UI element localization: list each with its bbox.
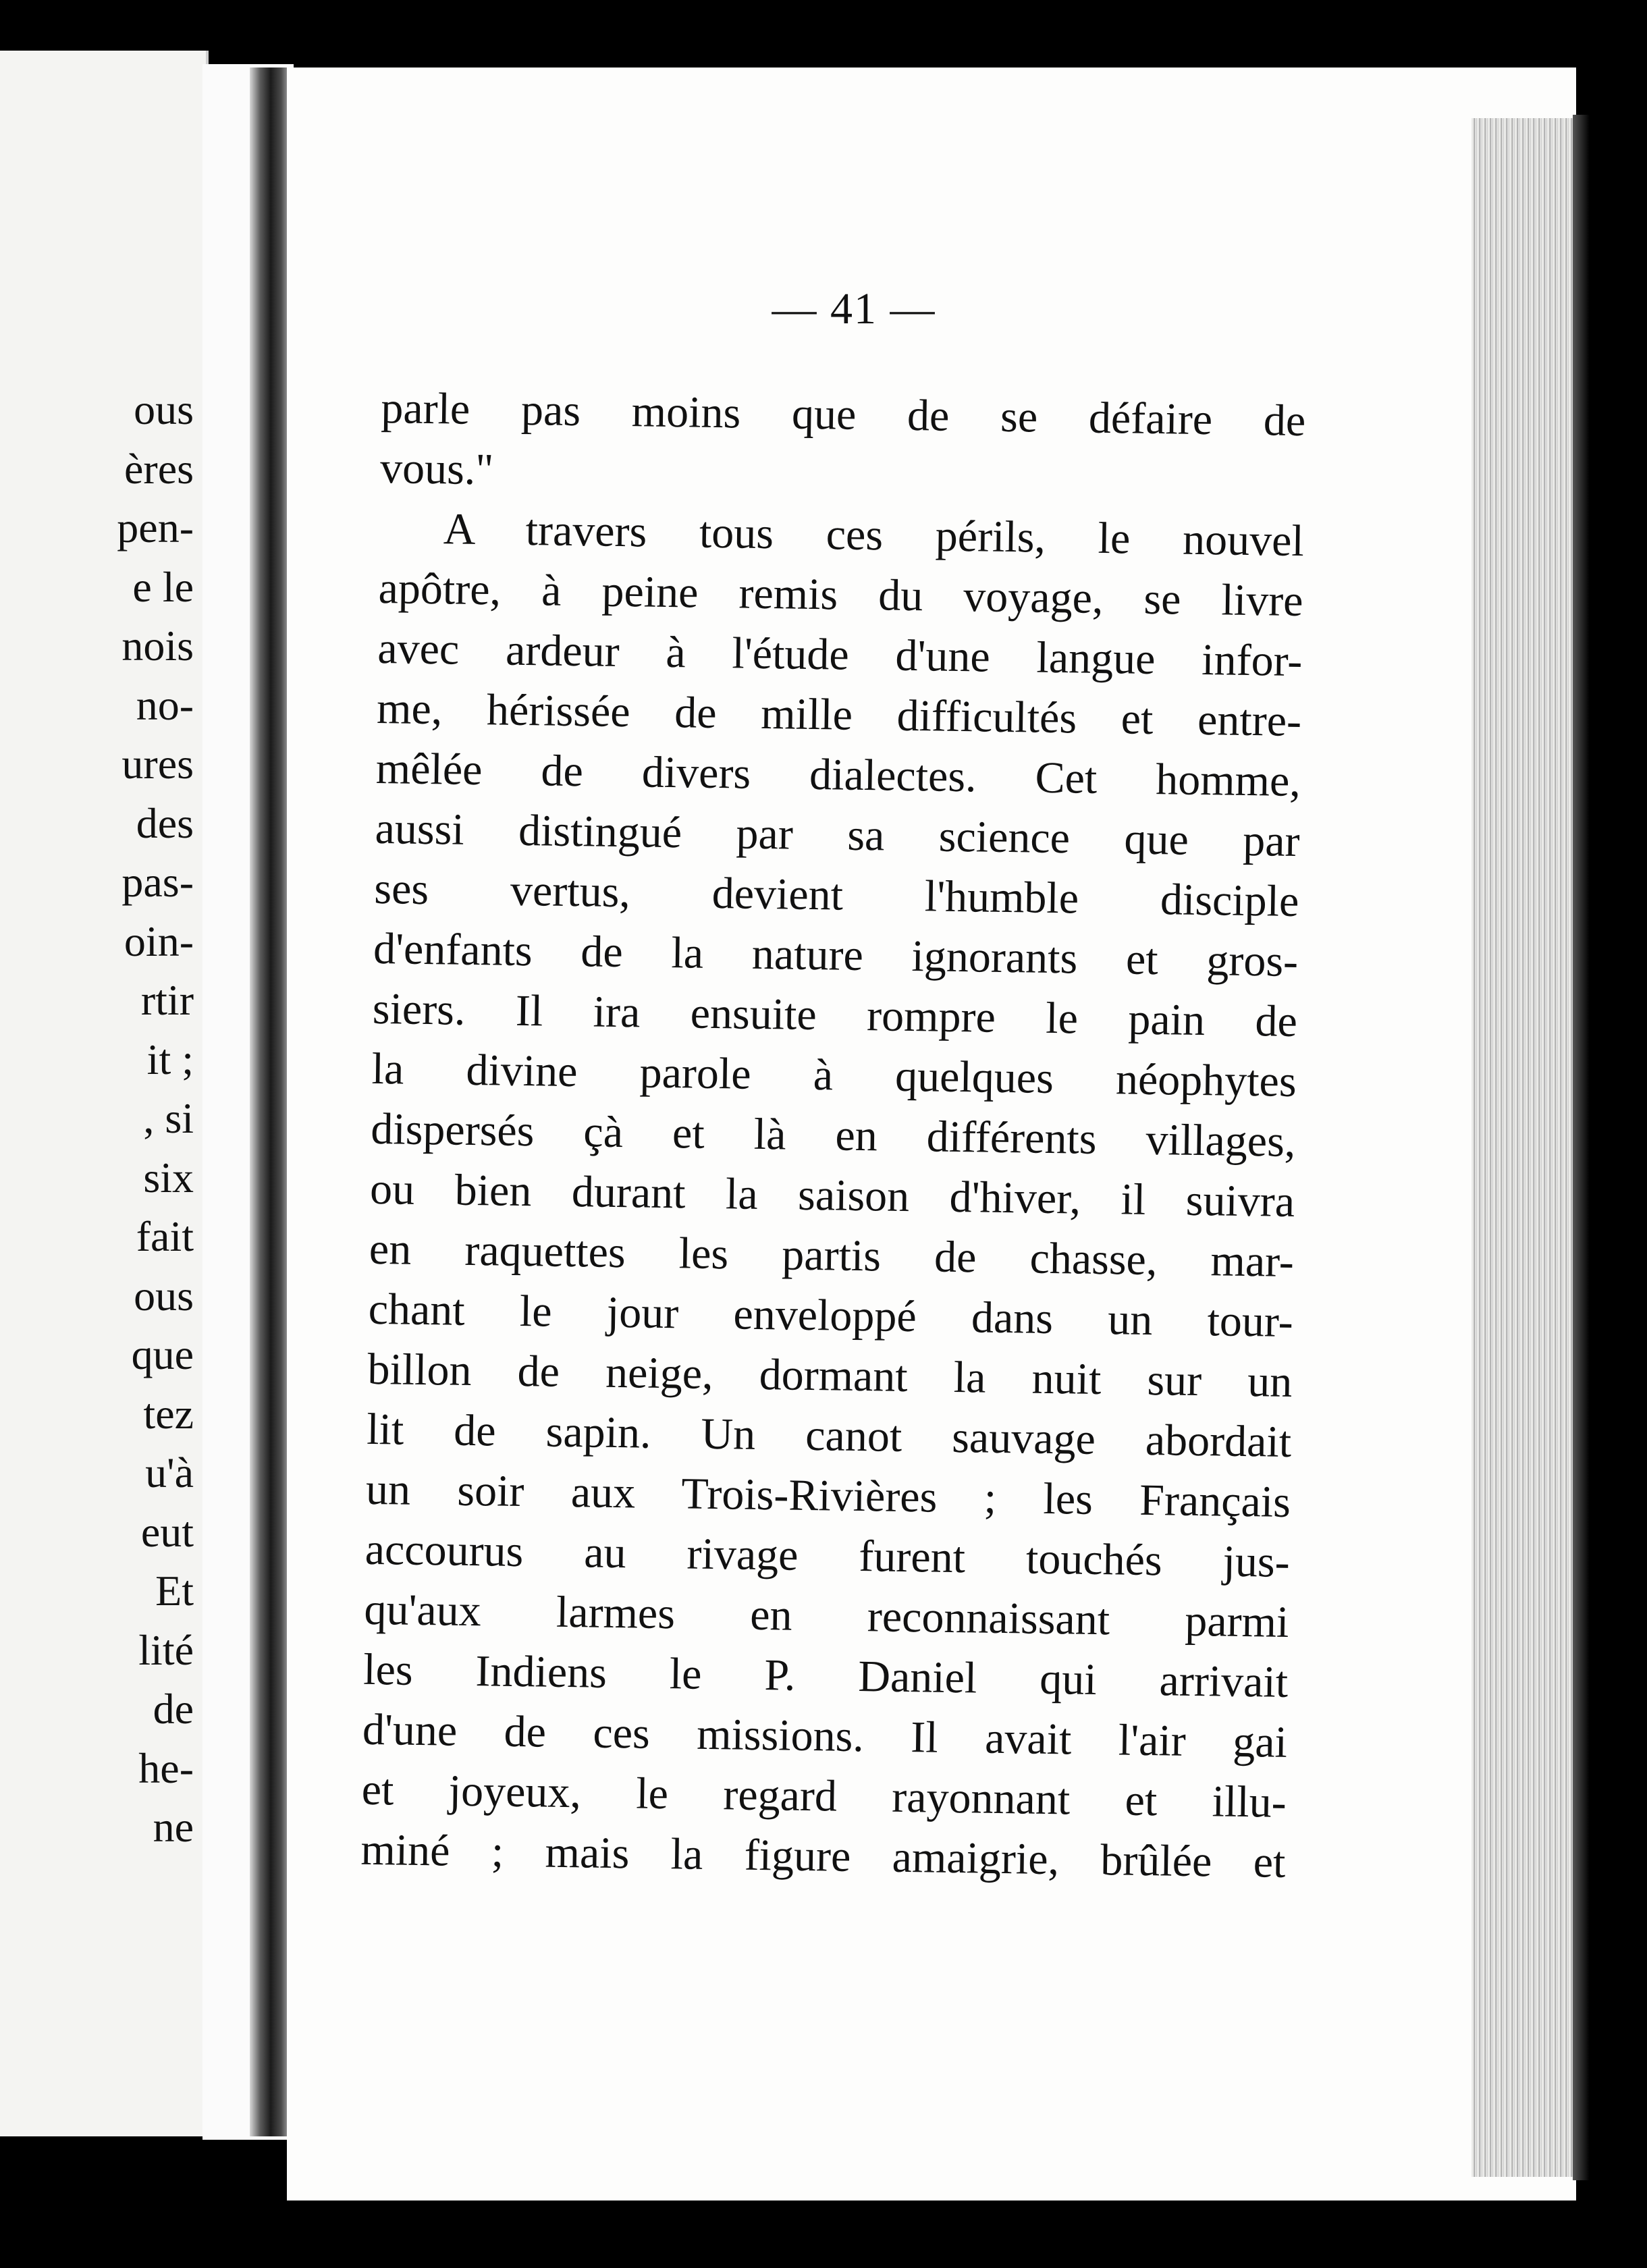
paragraph-start-line: A travers tous ces périls, le nouvel	[443, 504, 1305, 566]
left-page-line-fragment: lité	[138, 1625, 194, 1674]
text-line: qu'aux larmes en reconnaissant parmi	[364, 1584, 1289, 1647]
left-page-line-fragment: ures	[122, 740, 194, 788]
text-line: aussi distingué par sa science que par	[375, 803, 1301, 867]
left-page-line-fragment: no-	[136, 680, 194, 729]
text-line: dispersés çà et là en différents villages,	[370, 1104, 1296, 1167]
text-line: la divine parole à quelques néophytes	[371, 1044, 1297, 1107]
left-page-line-fragment: Et	[155, 1567, 194, 1615]
text-line: chant le jour enveloppé dans un tour-	[368, 1284, 1294, 1347]
text-line: apôtre, à peine remis du voyage, se livre	[378, 563, 1304, 626]
text-line: mêlée de divers dialectes. Cet homme,	[375, 743, 1301, 807]
text-line: et joyeux, le regard rayonnant et illu-	[361, 1764, 1287, 1827]
text-line: ses vertus, devient l'humble disciple	[373, 863, 1299, 927]
page-edge-shadow	[1573, 115, 1590, 2180]
left-page-line-fragment: que	[131, 1330, 194, 1378]
left-page-line-fragment: pas-	[122, 858, 194, 906]
left-page-line-fragment: six	[143, 1153, 194, 1202]
text-line: miné ; mais la figure amaigrie, brûlée et	[360, 1825, 1286, 1887]
left-facing-page	[0, 51, 209, 2136]
page-number: — 41 —	[772, 284, 936, 333]
text-line: un soir aux Trois-Rivières ; les Français	[365, 1464, 1291, 1527]
left-page-line-fragment: ères	[124, 444, 194, 493]
text-line: en raquettes les partis de chasse, mar-	[369, 1224, 1295, 1287]
left-page-line-fragment: pen-	[117, 504, 194, 551]
left-page-line-fragment: it ;	[146, 1035, 194, 1083]
page-body-text	[360, 378, 1306, 1893]
text-line: vous."	[379, 443, 494, 495]
left-page-line-fragment: u'à	[145, 1449, 194, 1496]
text-line: me, hérissée de mille difficultés et entre-	[376, 683, 1302, 747]
binding-shadow	[250, 68, 292, 2136]
text-line: siers. Il ira ensuite rompre le pain de	[372, 983, 1298, 1047]
left-page-line-fragment: e le	[132, 562, 194, 611]
text-line: d'une de ces missions. Il avait l'air gai	[362, 1704, 1288, 1767]
text-line: avec ardeur à l'étude d'une langue infor-	[377, 623, 1303, 686]
left-page-line-fragment: , si	[143, 1094, 194, 1142]
text-line: parle pas moins que de se défaire de	[380, 383, 1306, 446]
text-line: billon de neige, dormant la nuit sur un	[367, 1344, 1293, 1407]
text-line: d'enfants de la nature ignorants et gros-	[373, 923, 1299, 987]
left-page-line-fragment: oin-	[124, 917, 194, 965]
text-line: lit de sapin. Un canot sauvage abordait	[366, 1404, 1292, 1467]
left-page-line-fragment: des	[136, 799, 194, 847]
left-page-line-fragment: eut	[140, 1507, 194, 1556]
text-line: les Indiens le P. Daniel qui arrivait	[362, 1644, 1289, 1707]
left-page-line-fragment: fait	[136, 1212, 194, 1260]
left-page-line-fragment: ous	[134, 385, 194, 433]
left-page-line-fragment: ne	[153, 1803, 194, 1851]
left-page-line-fragment: he-	[138, 1744, 194, 1792]
left-page-line-fragment: tez	[143, 1389, 194, 1438]
left-page-line-fragment: nois	[122, 622, 194, 670]
left-page-line-fragment: de	[153, 1685, 194, 1733]
left-page-line-fragment: rtir	[140, 976, 194, 1024]
text-line: accourus au rivage furent touchés jus-	[364, 1524, 1291, 1587]
page-edge-leaves	[1472, 118, 1586, 2177]
text-line: ou bien durant la saison d'hiver, il suivra	[369, 1164, 1295, 1227]
left-page-line-fragment: ous	[134, 1271, 194, 1320]
